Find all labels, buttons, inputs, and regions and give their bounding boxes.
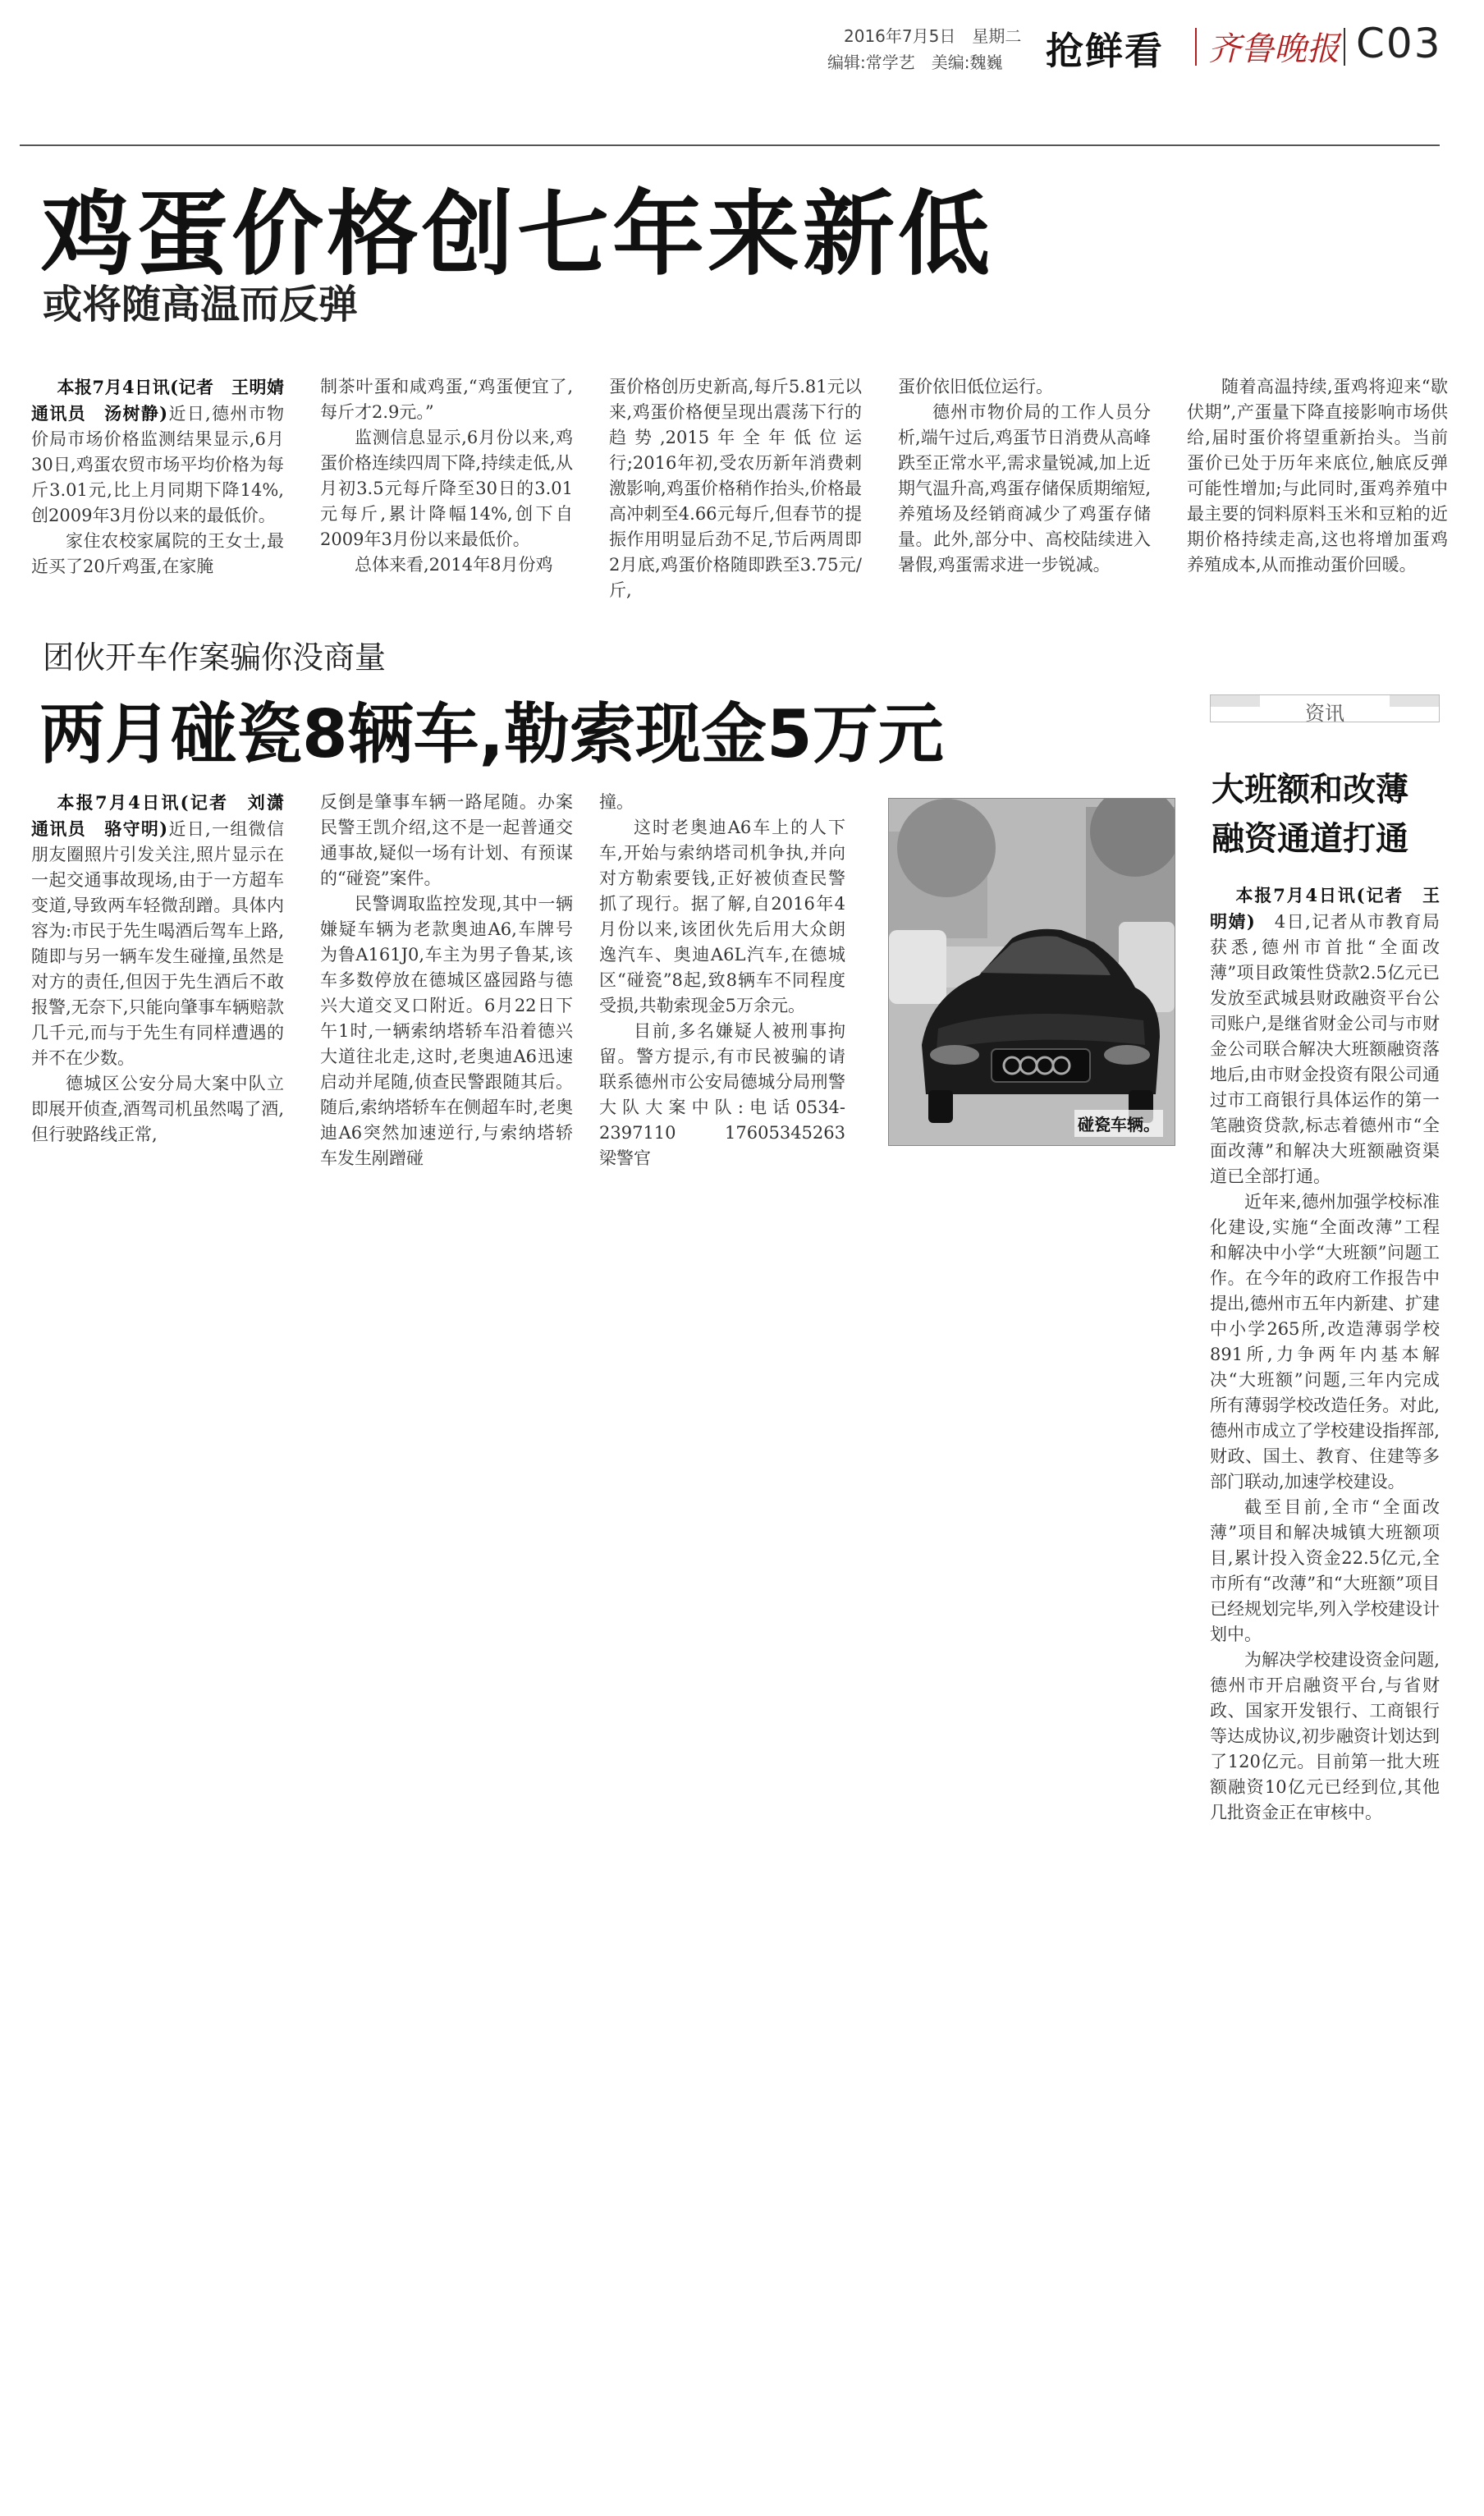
- story1-paragraph: 随着高温持续,蛋鸡将迎来“歇伏期”,产蛋量下降直接影响市场供给,届时蛋价将望重新抬头。当前蛋价已处于历年来底位,触底反弹可能性增加;与此同时,蛋鸡养殖中最主要的饲料原料玉米和豆粕的近期价格持续走高,这也将增加蛋鸡养殖成本,从而推动蛋价回暖。: [1187, 377, 1448, 575]
- story2-column-3: [599, 790, 863, 1171]
- story1-paragraph: 近日,德州市物价局市场价格监测结果显示,6月30日,鸡蛋农贸市场平均价格为每斤3.01元,比上月同期下降14%,创2009年3月份以来的最低价。: [31, 404, 284, 525]
- editor-credits: 编辑:常学艺 美编:魏巍: [827, 53, 1003, 72]
- story2-paragraph: 这时老奥迪A6车上的人下车,开始与索纳塔司机争执,并向对方勒索要钱,正好被侦查民警抓了现行。据了解,自2016年4月份以来,该团伙先后用大众朗逸汽车、奥迪A6L汽车,在德城区“碰瓷”8起,致8辆车不同程度受损,共勒索现金5万余元。: [599, 818, 845, 1015]
- sidebar-byline: 本报7月4日讯(记者 王明婧): [1210, 885, 1440, 932]
- story1-headline: 鸡蛋价格创七年来新低: [41, 181, 993, 288]
- story2-column-1: [31, 790, 301, 1148]
- car-photo-image: [889, 799, 1175, 1145]
- issue-date: 2016年7月5日 星期二: [844, 26, 1022, 46]
- story2-paragraph: 撞。: [599, 792, 634, 812]
- story1-column-5: [1187, 374, 1448, 578]
- sidebar-tag-box: [1210, 694, 1440, 725]
- story1-paragraph: 蛋价依旧低位运行。: [898, 377, 1053, 396]
- sidebar-paragraph: 为解决学校建设资金问题,德州市开启融资平台,与省财政、国家开发银行、工商银行等达成协议,初步融资计划达到了120亿元。目前第一批大班额融资10亿元已经到位,其他几批资金正在审核中。: [1210, 1650, 1440, 1822]
- story1-paragraph: 家住农校家属院的王女士,最近买了20斤鸡蛋,在家腌: [31, 531, 284, 576]
- story2-headline: 两月碰瓷8辆车,勒索现金5万元: [39, 696, 944, 772]
- story1-subhead: 或将随高温而反弹: [43, 282, 359, 328]
- story1-paragraph: 蛋价格创历史新高,每斤5.81元以来,鸡蛋价格便呈现出震荡下行的趋势,2015年全年低位运行;2016年初,受农历新年消费刺激影响,鸡蛋价格稍作抬头,价格最高冲刺至4.66元每斤,但春节的提振作用明显后劲不足,节后两周即2月底,鸡蛋价格随即跌至3.75元/斤,: [609, 377, 862, 600]
- story2-paragraph: 近日,一组微信朋友圈照片引发关注,照片显示在一起交通事故现场,由于一方超车变道,导致两车轻微刮蹭。具体内容为:市民于先生喝酒后驾车上路,随即与另一辆车发生碰撞,虽然是对方的责任,但因于先生酒后不敢报警,无奈下,只能向肇事车辆赔款几千元,而与于先生有同样遭遇的并不在少数。: [31, 819, 284, 1068]
- car-photo: [888, 798, 1175, 1146]
- sidebar-paragraph: 截至目前,全市“全面改薄”项目和解决城镇大班额项目,累计投入资金22.5亿元,全市所有“改薄”和“大班额”项目已经规划完毕,列入学校建设计划中。: [1210, 1497, 1440, 1644]
- story2-kicker: 团伙开车作案骗你没商量: [43, 639, 387, 676]
- story1-paragraph: 德州市物价局的工作人员分析,端午过后,鸡蛋节日消费从高峰跌至正常水平,需求量锐减,加上近期气温升高,鸡蛋存储保质期缩短,养殖场及经销商减少了鸡蛋存储量。此外,部分中、高校陆续进入暑假,鸡蛋需求进一步锐减。: [898, 402, 1151, 575]
- story1-paragraph: 制茶叶蛋和咸鸡蛋,“鸡蛋便宜了,每斤才2.9元。”: [320, 377, 573, 422]
- story2-paragraph: 反倒是肇事车辆一路尾随。办案民警王凯介绍,这不是一起普通交通事故,疑似一场有计划、有预谋的“碰瓷”案件。: [320, 792, 573, 888]
- sidebar-headline-1: 大班额和改薄: [1211, 771, 1408, 809]
- newspaper-logo: 齐鲁晚报: [1208, 30, 1340, 68]
- story1-column-3: [609, 374, 862, 603]
- story1-byline: 本报7月4日讯(记者 王明婧 通讯员 汤树静): [31, 377, 301, 424]
- sidebar-body: [1210, 882, 1440, 1826]
- masthead-divider-2: [1344, 28, 1345, 66]
- story1-column-1: [31, 374, 301, 580]
- sidebar-tag: 资讯: [1305, 702, 1344, 725]
- story1-paragraph: 总体来看,2014年8月份鸡: [355, 555, 553, 575]
- story1-column-4: [898, 374, 1151, 578]
- story1-paragraph: 监测信息显示,6月份以来,鸡蛋价格连续四周下降,持续走低,从月初3.5元每斤降至30日的3.01元每斤,累计降幅14%,创下自2009年3月份以来最低价。: [320, 428, 573, 549]
- masthead-rule: [20, 144, 1440, 146]
- masthead-divider-1: [1195, 28, 1197, 66]
- sidebar-paragraph: 近年来,德州加强学校标准化建设,实施“全面改薄”工程和解决中小学“大班额”问题工作。在今年的政府工作报告中提出,德州市五年内新建、扩建中小学265所,改造薄弱学校891所,力争两年内基本解决“大班额”问题,三年内完成所有薄弱学校改造任务。对此,德州市成立了学校建设指挥部,财政、国土、教育、住建等多部门联动,加速学校建设。: [1210, 1192, 1440, 1492]
- story2-byline: 本报7月4日讯(记者 刘潇 通讯员 骆守明): [31, 792, 301, 839]
- section-name: 抢鲜看: [1046, 29, 1164, 73]
- story1-column-2: [320, 374, 573, 578]
- sidebar-headline-2: 融资通道打通: [1211, 820, 1408, 858]
- story2-paragraph: 目前,多名嫌疑人被刑事拘留。警方提示,有市民被骗的请联系德州市公安局德城分局刑警大队大案中队:电话0534-2397110 17605345263 梁警官: [599, 1021, 863, 1168]
- page-number: C03: [1356, 20, 1442, 67]
- sidebar-paragraph: 4日,记者从市教育局获悉,德州市首批“全面改薄”项目政策性贷款2.5亿元已发放至武城县财政融资平台公司账户,是继省财金公司与市财金公司联合解决大班额融资落地后,由市财金投资有限公司通过市工商银行具体运作的第一笔融资贷款,标志着德州市“全面改薄”和解决大班额融资渠道已全部打通。: [1210, 912, 1440, 1186]
- story2-paragraph: 民警调取监控发现,其中一辆嫌疑车辆为老款奥迪A6,车牌号为鲁A161J0,车主为男子鲁某,该车多数停放在德城区盛园路与德兴大道交叉口附近。6月22日下午1时,一辆索纳塔轿车沿着德兴大道往北走,这时,老奥迪A6迅速启动并尾随,侦查民警跟随其后。随后,索纳塔轿车在侧超车时,老奥迪A6突然加速逆行,与索纳塔轿车发生剐蹭碰: [320, 894, 573, 1168]
- photo-caption: 碰瓷车辆。: [1074, 1110, 1163, 1137]
- story2-paragraph: 德城区公安分局大案中队立即展开侦查,酒驾司机虽然喝了酒,但行驶路线正常,: [31, 1074, 284, 1144]
- story2-column-2: [320, 790, 573, 1171]
